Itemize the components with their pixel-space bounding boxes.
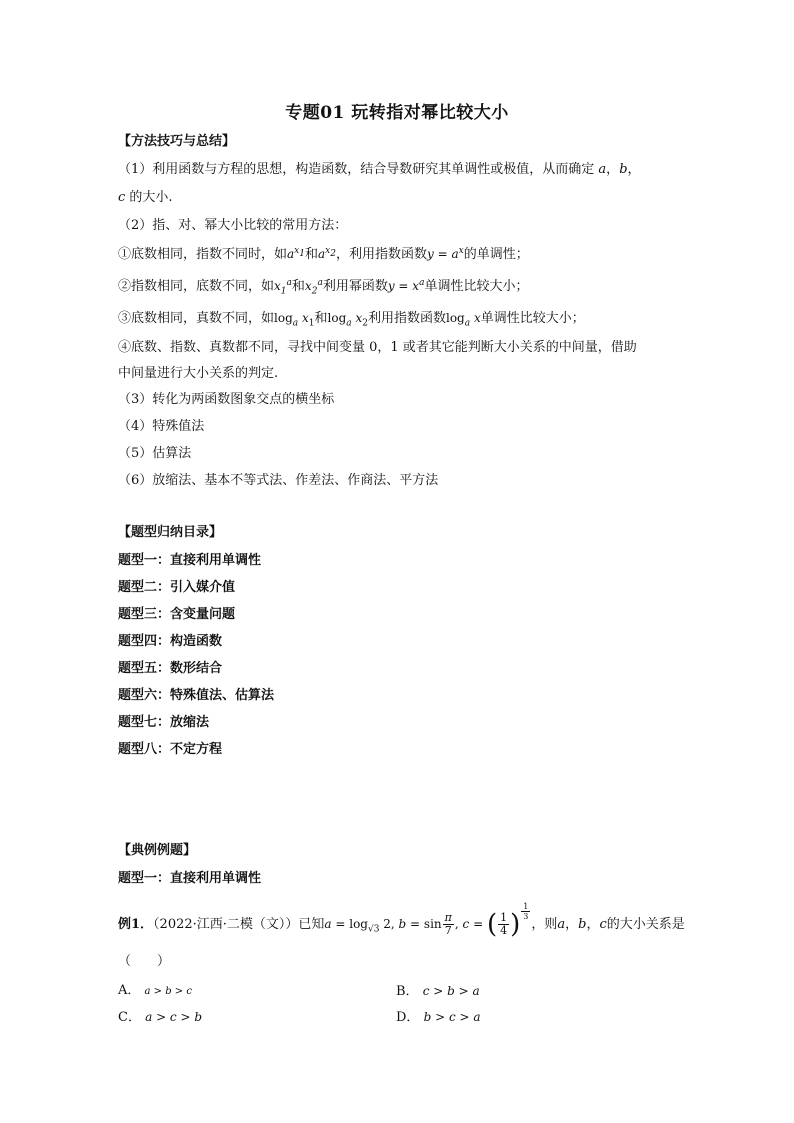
toc-item: 题型七：放缩法 xyxy=(118,715,210,730)
method-case-4: ④底数、指数、真数都不同，寻找中间变量 0，1 或者其它能判断大小关系的中间量，借助 xyxy=(118,340,637,355)
method-paragraph-4: （4）特殊值法 xyxy=(118,419,205,434)
method-paragraph-3: （3）转化为两函数图象交点的横坐标 xyxy=(118,392,335,407)
method-paragraph-1: （1）利用函数与方程的思想，构造函数，结合导数研究其单调性或极值，从而确定 a，b， xyxy=(118,162,641,177)
examples-heading: 【典例例题】 xyxy=(118,843,197,858)
method-heading: 【方法技巧与总结】 xyxy=(118,134,236,149)
method-case-4-cont: 中间量进行大小关系的判定. xyxy=(118,366,279,381)
method-case-1: ①底数相同，指数不同时，如$a^{x_1}$和$a^{x_2}$，利用指数函数$y = a^x$的单调性； xyxy=(118,246,529,262)
option-a[interactable]: A． a > b > c xyxy=(118,983,192,998)
toc-item: 题型二：引入媒介值 xyxy=(118,580,236,595)
example-1-stem: 例1．（2022·江西·二模（文））已知$a = \log_{√3} 2$, b = sin $\frac{\pi}{7}$ , c = ( $\frac{1}{4}$ ) $^{\frac{1}{3}}$ ，则a，b，c的大小关系是 xyxy=(118,902,685,940)
toc-item: 题型三：含变量问题 xyxy=(118,607,236,622)
toc-item: 题型八：不定方程 xyxy=(118,742,223,757)
toc-item: 题型四：构造函数 xyxy=(118,634,223,649)
method-paragraph-6: （6）放缩法、基本不等式法、作差法、作商法、平方法 xyxy=(118,473,439,488)
option-c[interactable]: C． a > c > b xyxy=(118,1010,203,1025)
option-b[interactable]: B． c > b > a xyxy=(396,984,480,999)
option-d[interactable]: D． b > c > a xyxy=(396,1010,481,1025)
method-paragraph-5: （5）估算法 xyxy=(118,446,192,461)
example-1-blank: （ ） xyxy=(118,954,171,969)
method-paragraph-2: （2）指、对、幂大小比较的常用方法： xyxy=(118,218,348,233)
method-paragraph-1-cont: c 的大小. xyxy=(118,190,173,205)
page-title: 专题01 玩转指对幂比较大小 xyxy=(285,103,509,123)
method-case-3: ③底数相同，真数不同，如$\log_a x_1$和$\log_a x_2$利用指数函数$\log_a x$单调性比较大小； xyxy=(118,311,585,329)
toc-heading: 【题型归纳目录】 xyxy=(118,525,223,540)
method-case-2: ②指数相同，底数不同，如$x_1^a$和$x_2^a$利用幂函数$y = x^a$单调性比较大小； xyxy=(118,278,529,297)
toc-item: 题型六：特殊值法、估算法 xyxy=(118,688,275,703)
toc-item: 题型一：直接利用单调性 xyxy=(118,553,262,568)
type1-heading: 题型一：直接利用单调性 xyxy=(118,871,262,886)
toc-item: 题型五：数形结合 xyxy=(118,661,223,676)
